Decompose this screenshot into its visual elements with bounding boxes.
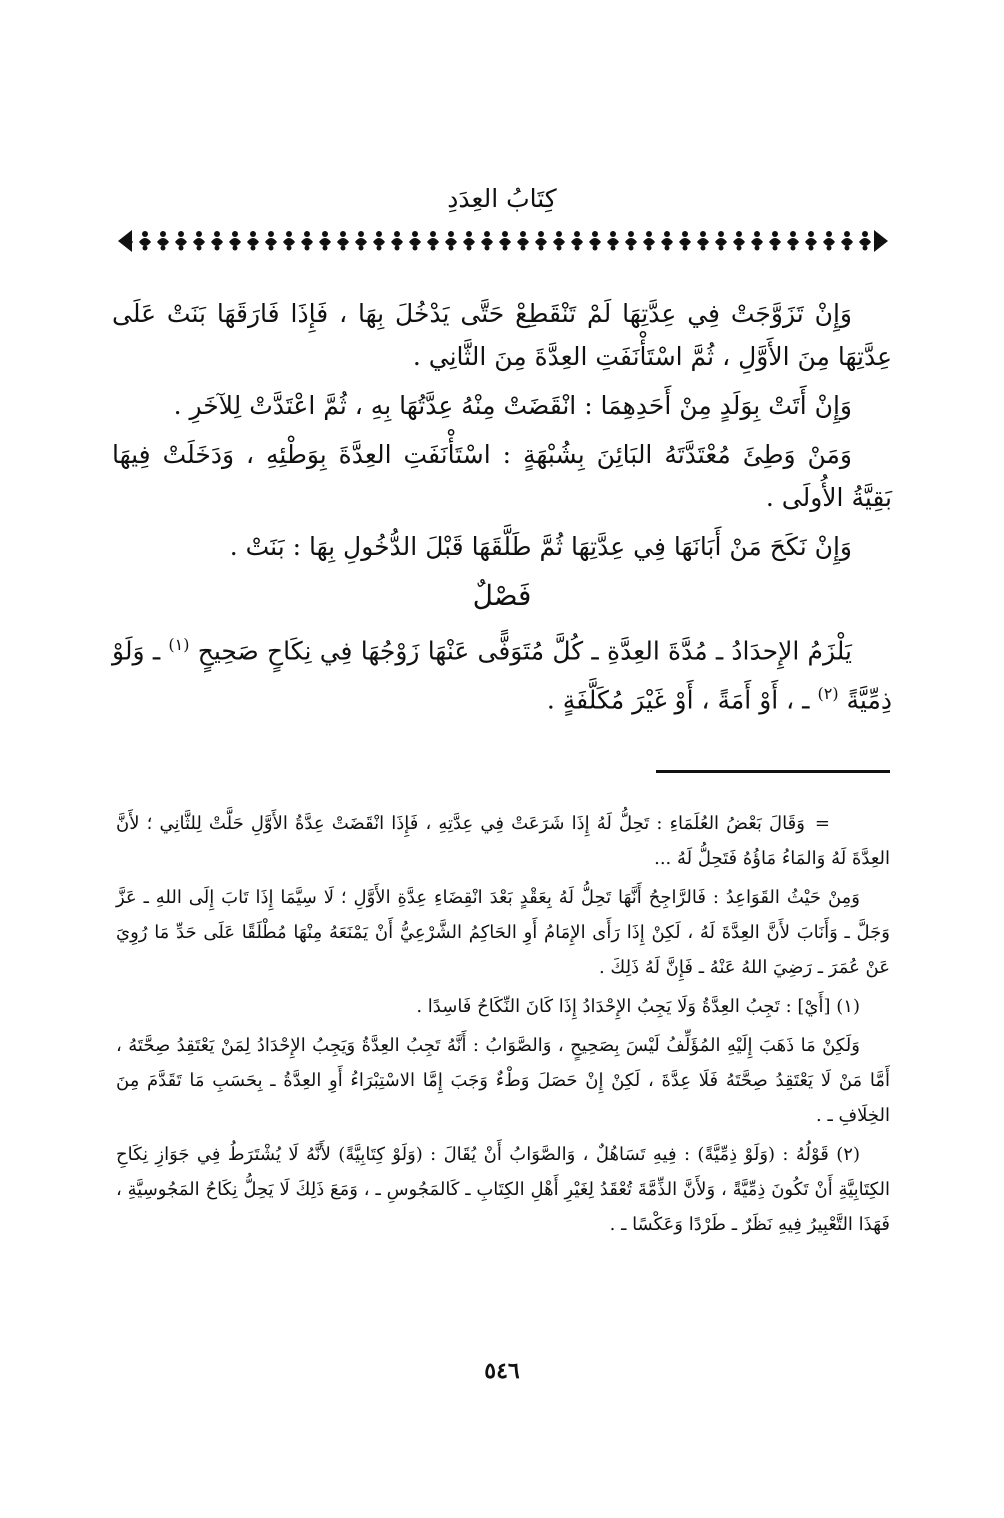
main-paragraph: وَمَنْ وَطِئَ مُعْتَدَّتَهُ البَائِنَ بِشُبْهَةٍ : اسْتَأْنَفَتِ العِدَّةَ بِوَطْئِهِ ، وَدَخَلَتْ فِيهَا بَقِيَّةُ الأُولَى . bbox=[112, 440, 892, 512]
footnote-paragraph: (٢) قَوْلُهُ : (وَلَوْ ذِمِّيَّةً) : فِيهِ تَسَاهُلٌ ، وَالصَّوَابُ أَنْ يُقَالَ : (وَلَوْ كِتَابِيَّةً) لأَنَّهُ لَا يُشْتَرَطُ فِي جَوَازِ نِكَاحِ الكِتَابِيَّةِ أَنْ تَكُونَ ذِمِّيَّةً ، وَلأَنَّ الذِّمَّةَ تُعْقَدُ لِغَيْرِ أَهْلِ الكِتَابِ ـ كَالمَجُوسِ ـ ، وَمَعَ ذَلِكَ لَا يَحِلُّ نِكَاحُ المَجُوسِيَّةِ ، فَهَذَا التَّعْبِيرُ فِيهِ نَظَرٌ ـ طَرْدًا وَعَكْسًا ـ . bbox=[116, 1144, 890, 1235]
footnote-paragraph bbox=[116, 806, 890, 876]
decorative-border-icon bbox=[118, 228, 888, 254]
footnote-text: وَقَالَ بَعْضُ العُلَمَاءِ : تَحِلُّ لَهُ إِذَا شَرَعَتْ فِي عِدَّتِهِ ، فَإِذَا انْقَضَتْ عِدَّةُ الأَوَّلِ حَلَّتْ لِلثَّانِي ؛ لأَنَّ العِدَّةَ لَهُ وَالمَاءُ مَاؤُهُ فَتَحِلُّ لَهُ ... bbox=[116, 813, 890, 869]
paragraph-text: ـ وَلَوْ ذِمِّيَّةً bbox=[112, 636, 892, 715]
running-header-title: كِتَابُ العِدَدِ bbox=[447, 184, 557, 213]
main-text bbox=[112, 292, 892, 728]
main-paragraph: وَإِنْ تَزَوَّجَتْ فِي عِدَّتِهَا لَمْ تَنْقَطِعْ حَتَّى يَدْخُلَ بِهَا ، فَإِذَا فَارَقَهَا بَنَتْ عَلَى عِدَّتِهَا مِنَ الأَوَّلِ ، ثُمَّ اسْتَأْنَفَتِ العِدَّةَ مِنَ الثَّانِي . bbox=[112, 299, 892, 371]
section-heading: فَصْلٌ bbox=[472, 579, 532, 612]
footnote-marker: (١) bbox=[168, 635, 190, 654]
footnote-paragraph: (١) [أَيْ] : تَجِبُ العِدَّةُ وَلَا يَجِبُ الإِحْدَادُ إِذَا كَانَ النِّكَاحُ فَاسِدًا . bbox=[416, 996, 860, 1017]
footnotes bbox=[116, 806, 890, 1246]
paragraph-text: ـ ، أَوْ أَمَةً ، أَوْ غَيْرَ مُكَلَّفَةٍ . bbox=[546, 685, 810, 715]
main-paragraph: وَإِنْ أَتَتْ بِوَلَدٍ مِنْ أَحَدِهِمَا : انْقَضَتْ مِنْهُ عِدَّتُهَا بِهِ ، ثُمَّ اعْتَدَّتْ لِلآخَرِ . bbox=[173, 391, 852, 420]
main-paragraph bbox=[112, 623, 892, 722]
footnote-marker: (٢) bbox=[817, 684, 839, 704]
main-paragraph: وَإِنْ نَكَحَ مَنْ أَبَانَهَا فِي عِدَّتِهَا ثُمَّ طَلَّقَهَا قَبْلَ الدُّخُولِ بِهَا : بَنَتْ . bbox=[229, 532, 852, 561]
page-number: ٥٤٦ bbox=[484, 1358, 520, 1384]
continuation-mark: = bbox=[814, 813, 831, 834]
paragraph-text: يَلْزَمُ الإِحدَادُ ـ مُدَّةَ العِدَّةِ ـ كُلَّ مُتَوَفًّى عَنْهَا زَوْجُهَا فِي نِكَاحٍ صَحِيحٍ bbox=[197, 636, 852, 666]
footnote-separator bbox=[656, 770, 890, 773]
footnote-paragraph: وَمِنْ حَيْثُ القَوَاعِدُ : فَالرَّاجِحُ أَنَّهَا تَحِلُّ لَهُ بِعَقْدٍ بَعْدَ انْقِضَاءِ عِدَّةِ الأَوَّلِ ؛ لَا سِيَّمَا إِذَا تَابَ إِلَى اللهِ ـ عَزَّ وَجَلَّ ـ وَأَنَابَ لأَنَّ العِدَّةَ لَهُ ، لَكِنْ إِذَا رَأَى الإِمَامُ أَوِ الحَاكِمُ الشَّرْعِيُّ أَنْ يَمْنَعَهُ مِنْهَا مُطْلَقًا عَلَى حَدِّ مَا رُوِيَ عَنْ عُمَرَ ـ رَضِيَ اللهُ عَنْهُ ـ فَإِنَّ لَهُ ذَلِكَ . bbox=[116, 887, 890, 978]
footnote-paragraph: وَلَكِنْ مَا ذَهَبَ إِلَيْهِ المُؤَلِّفُ لَيْسَ بِصَحِيحٍ ، وَالصَّوَابُ : أَنَّهُ تَجِبُ العِدَّةُ وَيَجِبُ الإِحْدَادُ لِمَنْ يَعْتَقِدُ صِحَّتَهُ ، أَمَّا مَنْ لَا يَعْتَقِدُ صِحَّتَهُ فَلَا عِدَّةَ ، لَكِنْ إِنْ حَصَلَ وَطْءٌ وَجَبَ إِمَّا الاسْتِبْرَاءُ أَوِ العِدَّةُ ـ بِحَسَبِ مَا تَقَدَّمَ مِنَ الخِلَافِ ـ . bbox=[116, 1035, 890, 1126]
